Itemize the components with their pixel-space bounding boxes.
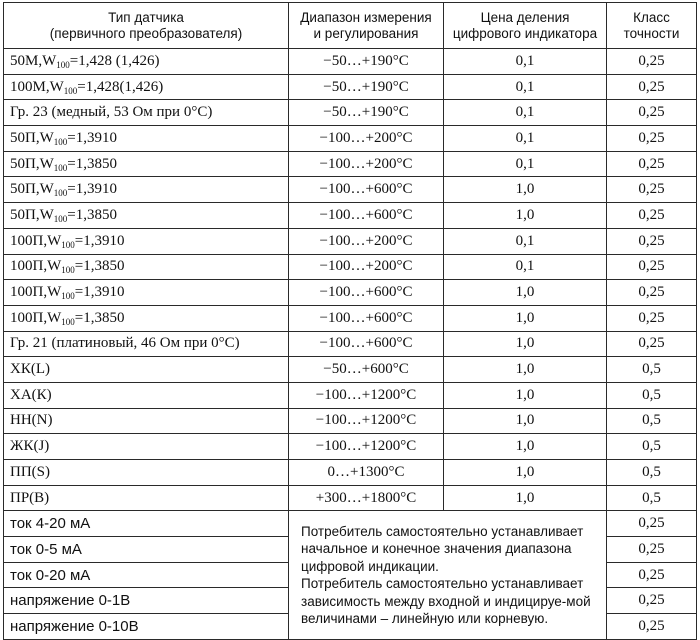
division-cell: 0,1 xyxy=(444,254,607,280)
accuracy-class-cell: 0,5 xyxy=(607,434,697,460)
range-cell: 0…+1300°С xyxy=(289,460,444,486)
accuracy-class-cell: 0,25 xyxy=(607,177,697,203)
table-row xyxy=(4,228,697,254)
accuracy-class-cell: 0,5 xyxy=(607,460,697,486)
header-row xyxy=(4,3,697,49)
accuracy-class-cell: 0,25 xyxy=(607,562,697,588)
sensor-type-cell: $50П,W_{100}=1,3850$ xyxy=(4,203,289,229)
header-accuracy-class: Класс точности xyxy=(607,3,697,49)
accuracy-class-cell: 0,25 xyxy=(607,537,697,563)
signal-type-cell: напряжение 0-1В xyxy=(4,588,289,614)
division-cell: 0,1 xyxy=(444,49,607,75)
sensor-type-cell: Гр. 21 (платиновый, 46 Ом при 0°С) xyxy=(4,331,289,357)
sensor-table xyxy=(3,2,697,640)
signal-type-cell: ток 4-20 мА xyxy=(4,511,289,537)
accuracy-class-cell: 0,5 xyxy=(607,357,697,383)
range-cell: −50…+600°С xyxy=(289,357,444,383)
accuracy-class-cell: 0,25 xyxy=(607,74,697,100)
division-cell: 1,0 xyxy=(444,382,607,408)
accuracy-class-cell: 0,25 xyxy=(607,614,697,640)
table-row xyxy=(4,126,697,152)
table-row xyxy=(4,280,697,306)
table-row xyxy=(4,177,697,203)
accuracy-class-cell: 0,25 xyxy=(607,126,697,152)
range-cell: −100…+1200°С xyxy=(289,434,444,460)
accuracy-class-cell: 0,5 xyxy=(607,382,697,408)
division-cell: 1,0 xyxy=(444,357,607,383)
table-row xyxy=(4,151,697,177)
table-row xyxy=(4,203,697,229)
sensor-type-cell: ПП(S) xyxy=(4,460,289,486)
table-row xyxy=(4,382,697,408)
range-cell: −100…+200°С xyxy=(289,126,444,152)
accuracy-class-cell: 0,25 xyxy=(607,254,697,280)
accuracy-class-cell: 0,25 xyxy=(607,588,697,614)
accuracy-class-cell: 0,25 xyxy=(607,228,697,254)
sensor-type-cell: $50П,W_{100}=1,3910$ xyxy=(4,126,289,152)
division-cell: 1,0 xyxy=(444,280,607,306)
sensor-type-cell: ХА(К) xyxy=(4,382,289,408)
table-row xyxy=(4,331,697,357)
division-cell: 1,0 xyxy=(444,408,607,434)
accuracy-class-cell: 0,25 xyxy=(607,151,697,177)
accuracy-class-cell: 0,25 xyxy=(607,49,697,75)
sensor-type-cell: $50П,W_{100}=1,3850$ xyxy=(4,151,289,177)
sensor-type-cell: $100П,W_{100}=1,3910$ xyxy=(4,280,289,306)
sensor-type-cell: Гр. 23 (медный, 53 Ом при 0°С) xyxy=(4,100,289,126)
division-cell: 0,1 xyxy=(444,74,607,100)
division-cell: 1,0 xyxy=(444,177,607,203)
range-cell: +300…+1800°С xyxy=(289,485,444,511)
accuracy-class-cell: 0,25 xyxy=(607,280,697,306)
sensor-type-cell: $100П,W_{100}=1,3910$ xyxy=(4,228,289,254)
accuracy-class-cell: 0,25 xyxy=(607,511,697,537)
sensor-type-cell: $100П,W_{100}=1,3850$ xyxy=(4,305,289,331)
range-cell: −100…+200°С xyxy=(289,151,444,177)
range-cell: −100…+600°С xyxy=(289,305,444,331)
range-cell: −100…+1200°С xyxy=(289,382,444,408)
sensor-type-cell: $100М,W_{100}=1,428(1,426)$ xyxy=(4,74,289,100)
range-cell: −100…+600°С xyxy=(289,177,444,203)
accuracy-class-cell: 0,25 xyxy=(607,331,697,357)
header-range: Диапазон измерения и регулирования xyxy=(289,3,444,49)
range-cell: −50…+190°С xyxy=(289,100,444,126)
range-cell: −100…+600°С xyxy=(289,331,444,357)
note-paragraph-1: Потребитель самостоятельно устанавливает начальное и конечное значения диапазона цифровой индикации. xyxy=(301,523,584,574)
signal-type-cell: ток 0-20 мА xyxy=(4,562,289,588)
table-row xyxy=(4,434,697,460)
accuracy-class-cell: 0,5 xyxy=(607,408,697,434)
division-cell: 1,0 xyxy=(444,305,607,331)
accuracy-class-cell: 0,25 xyxy=(607,305,697,331)
division-cell: 1,0 xyxy=(444,203,607,229)
table-row xyxy=(4,511,697,537)
range-cell: −50…+190°С xyxy=(289,74,444,100)
sensor-type-cell: $100П,W_{100}=1,3850$ xyxy=(4,254,289,280)
sensor-type-cell: $50П,W_{100}=1,3910$ xyxy=(4,177,289,203)
note-cell xyxy=(289,511,607,639)
division-cell: 0,1 xyxy=(444,151,607,177)
division-cell: 1,0 xyxy=(444,434,607,460)
range-cell: −100…+600°С xyxy=(289,203,444,229)
table-row xyxy=(4,305,697,331)
table-row xyxy=(4,357,697,383)
range-cell: −50…+190°С xyxy=(289,49,444,75)
table-row xyxy=(4,100,697,126)
header-sensor-type: Тип датчика (первичного преобразователя) xyxy=(4,3,289,49)
header-division: Цена деления цифрового индикатора xyxy=(444,3,607,49)
note-paragraph-2: Потребитель самостоятельно устанавливает зависимость между входной и индицируе-мой величинами – линейную или корневую. xyxy=(301,576,591,627)
accuracy-class-cell: 0,25 xyxy=(607,203,697,229)
table-row xyxy=(4,485,697,511)
table-row xyxy=(4,460,697,486)
division-cell: 1,0 xyxy=(444,460,607,486)
table-row xyxy=(4,254,697,280)
signal-type-cell: напряжение 0-10В xyxy=(4,614,289,640)
range-cell: −100…+1200°С xyxy=(289,408,444,434)
sensor-type-cell: НН(N) xyxy=(4,408,289,434)
signal-type-cell: ток 0-5 мА xyxy=(4,537,289,563)
division-cell: 0,1 xyxy=(444,126,607,152)
table-row xyxy=(4,74,697,100)
sensor-type-cell: $50М,W_{100}=1,428$ (1,426) xyxy=(4,49,289,75)
accuracy-class-cell: 0,25 xyxy=(607,100,697,126)
division-cell: 0,1 xyxy=(444,228,607,254)
sensor-type-cell: ЖК(J) xyxy=(4,434,289,460)
sensor-type-cell: ПР(В) xyxy=(4,485,289,511)
table-row xyxy=(4,408,697,434)
sensor-type-cell: ХК(L) xyxy=(4,357,289,383)
range-cell: −100…+200°С xyxy=(289,228,444,254)
accuracy-class-cell: 0,5 xyxy=(607,485,697,511)
table-row xyxy=(4,49,697,75)
division-cell: 1,0 xyxy=(444,485,607,511)
range-cell: −100…+200°С xyxy=(289,254,444,280)
division-cell: 1,0 xyxy=(444,331,607,357)
range-cell: −100…+600°С xyxy=(289,280,444,306)
division-cell: 0,1 xyxy=(444,100,607,126)
